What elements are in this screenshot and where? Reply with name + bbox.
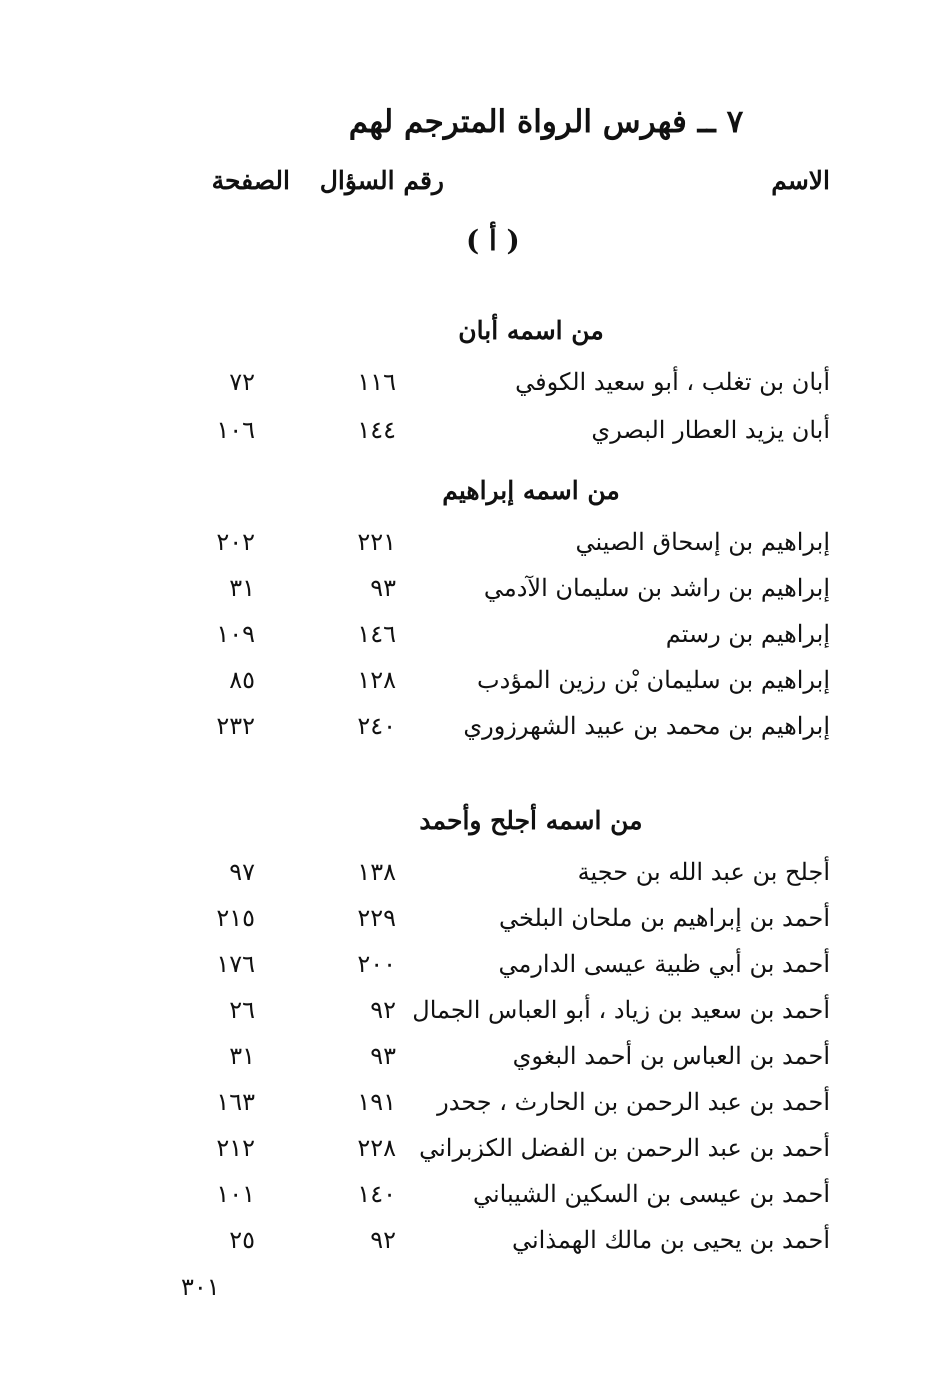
narrator-name: أحمد بن عبد الرحمن بن الحارث ، جحدر — [437, 1088, 830, 1116]
column-header-name: الاسم — [771, 166, 830, 195]
page-number: ٢٣٢ — [216, 712, 255, 740]
narrator-name: إبراهيم بن محمد بن عبيد الشهرزوري — [463, 712, 830, 740]
table-row — [0, 368, 952, 408]
table-row — [0, 950, 952, 990]
narrator-name: أحمد بن يحيى بن مالك الهمذاني — [511, 1226, 830, 1254]
question-number: ١٤٤ — [357, 416, 396, 444]
folio-page-number: ٣٠١ — [181, 1273, 220, 1301]
table-row — [0, 1226, 952, 1266]
table-row — [0, 1042, 952, 1082]
page-number: ٣١ — [229, 574, 255, 602]
page-number: ٢٠٢ — [216, 528, 255, 556]
question-number: ١٣٨ — [357, 858, 396, 886]
section-heading — [0, 806, 952, 835]
table-row — [0, 1180, 952, 1220]
table-row — [0, 712, 952, 752]
question-number: ٩٣ — [370, 1042, 396, 1070]
page-number: ٨٥ — [229, 666, 255, 694]
question-number: ١٤٦ — [357, 620, 396, 648]
question-number: ١٤٠ — [357, 1180, 396, 1208]
section-heading-text: من اسمه أبان — [458, 316, 604, 345]
column-header-page: الصفحة — [211, 166, 290, 195]
narrator-name: إبراهيم بن راشد بن سليمان الآدمي — [483, 574, 830, 602]
narrator-name: إبراهيم بن سليمان بْن رزين المؤدب — [477, 666, 830, 694]
question-number: ٢٢٨ — [357, 1134, 396, 1162]
narrator-name: أبان بن تغلب ، أبو سعيد الكوفي — [515, 368, 830, 396]
narrator-name: أحمد بن سعيد بن زياد ، أبو العباس الجمال — [412, 996, 830, 1024]
table-row — [0, 666, 952, 706]
narrator-name: أحمد بن عيسى بن السكين الشيباني — [472, 1180, 830, 1208]
question-number: ٢٠٠ — [357, 950, 396, 978]
question-number: ١٩١ — [357, 1088, 396, 1116]
narrator-name: أحمد بن العباس بن أحمد البغوي — [512, 1042, 830, 1070]
section-heading — [0, 476, 952, 505]
question-number: ٩٣ — [370, 574, 396, 602]
page-number: ١٧٦ — [216, 950, 255, 978]
question-number: ٢٢٩ — [357, 904, 396, 932]
table-row — [0, 528, 952, 568]
section-heading-text: من اسمه أجلح وأحمد — [419, 806, 643, 835]
page-number: ٢١٥ — [216, 904, 255, 932]
page-number: ٧٢ — [229, 368, 255, 396]
narrator-name: إبراهيم بن رستم — [665, 620, 830, 648]
page-number: ١٦٣ — [216, 1088, 255, 1116]
table-row — [0, 996, 952, 1036]
question-number: ١٢٨ — [357, 666, 396, 694]
narrator-name: أحمد بن أبي ظبية عيسى الدارمي — [498, 950, 830, 978]
narrator-name: أحمد بن إبراهيم بن ملحان البلخي — [498, 904, 830, 932]
question-number: ٩٢ — [370, 1226, 396, 1254]
section-heading — [0, 316, 952, 345]
table-row — [0, 1088, 952, 1128]
section-heading-text: من اسمه إبراهيم — [442, 476, 620, 505]
page-number: ٣١ — [229, 1042, 255, 1070]
page-number: ١٠٦ — [216, 416, 255, 444]
page-number: ٢٥ — [229, 1226, 255, 1254]
page-number: ٢١٢ — [216, 1134, 255, 1162]
question-number: ٩٢ — [370, 996, 396, 1024]
narrator-name: أجلح بن عبد الله بن حجية — [577, 858, 830, 886]
table-row — [0, 1134, 952, 1174]
table-row — [0, 574, 952, 614]
table-row — [0, 904, 952, 944]
column-header-question: رقم السؤال — [319, 166, 444, 195]
index-title — [0, 104, 952, 140]
narrator-name: أبان يزيد العطار البصري — [591, 416, 830, 444]
page-number: ١٠١ — [216, 1180, 255, 1208]
table-row — [0, 620, 952, 660]
question-number: ٢٤٠ — [357, 712, 396, 740]
narrator-name: أحمد بن عبد الرحمن بن الفضل الكزبراني — [419, 1134, 830, 1162]
index-title-text: ٧ ــ فهرس الرواة المترجم لهم — [348, 104, 744, 140]
table-row — [0, 858, 952, 898]
question-number: ١١٦ — [357, 368, 396, 396]
question-number: ٢٢١ — [357, 528, 396, 556]
narrator-name: إبراهيم بن إسحاق الصيني — [575, 528, 830, 556]
page-number: ٢٦ — [229, 996, 255, 1024]
page-number: ٩٧ — [229, 858, 255, 886]
table-row — [0, 416, 952, 456]
page-number: ١٠٩ — [216, 620, 255, 648]
letter-heading: ( أ ) — [466, 224, 520, 257]
